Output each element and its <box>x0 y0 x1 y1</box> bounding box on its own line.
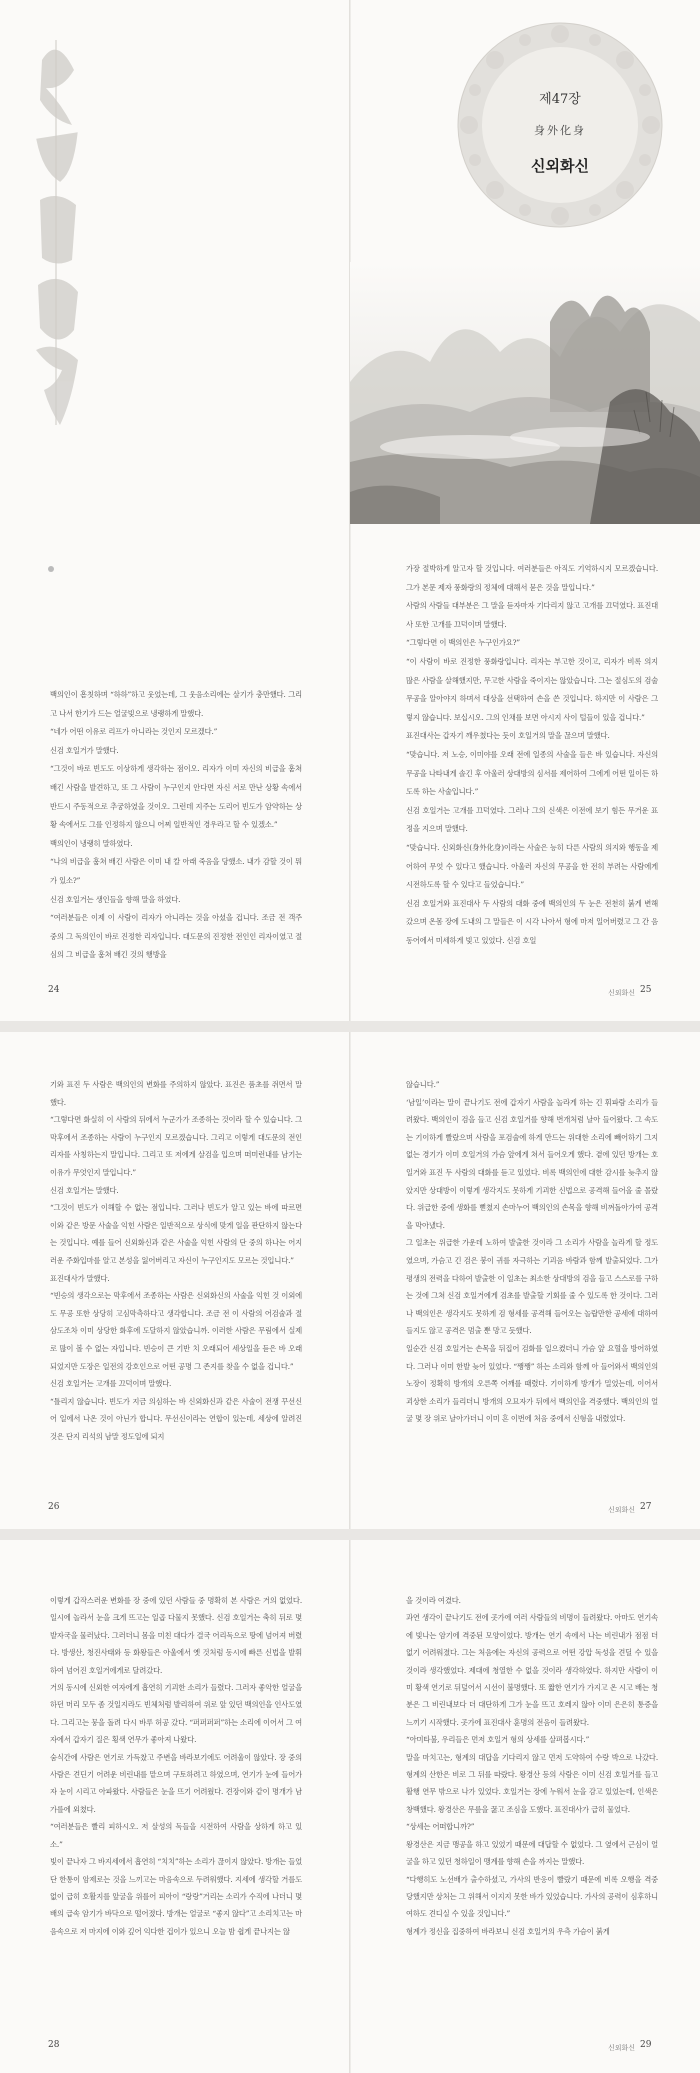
paragraph: ‘남일’이라는 말이 끝나기도 전에 갑자기 사람을 놀라게 하는 긴 휘파람 소리가 들려왔다. 백의인이 검을 들고 신검 호일거를 향해 번개처럼 날아 들어왔다. 그 속도는 기이하게 빨랐으며 사람을 포검술에 하게 만드는 위대한 소리에 빼어하기 그지없는 경기가 이미 호일거의 가슴 앞에게 쳐서 들어오게 했다. 곁에 있던 방개는 호일거와 표진 두 사람의 대화를 듣고 있었다. 비록 백의인에 대한 감시를 늦추지 않았지만 상대방이 이렇게 생각지도 못하게 기괴한 신법으로 공격해 들어올 줄 몰랐다. 위급한 중에 생화를 뻗쳤지 손마누어 백의인의 손목을 향해 비껴돌아가여 공격을 막아냈다. <box>406 1097 658 1230</box>
paragraph: “여러분들은 빨리 피하시오. 저 살성의 독들을 시전하여 사람을 상하게 하고 있소.” <box>50 1822 302 1849</box>
paragraph: 신검 호일거는 생인들을 향해 말을 하였다. <box>50 894 181 904</box>
page-28-body <box>50 1592 302 1940</box>
page-number-26: 26 <box>48 1502 60 1512</box>
paragraph: “맞습니다. 저 노승, 이미야를 오래 전에 일종의 사술을 들은 바 있습니다. 자신의 무공을 나타내게 솔긴 후 아울러 상대방의 심서를 제어하여 그에게 어떤 일이든 하도록 하는 사술입니다.” <box>406 749 658 797</box>
paragraph: 않습니다.” <box>406 1080 440 1089</box>
page-number-27: 27 <box>640 1502 652 1512</box>
paragraph: “그렇다면 이 백의인은 누구인가요?” <box>406 638 521 648</box>
paragraph: “그것이 바로 빈도도 이상하게 생각하는 점이오. 리자가 이미 자신의 비급을 훔쳐 배긴 사람을 발견하고, 또 그 사람이 누구인지 안다면 자신 서로 만난 상황 속에서 반드시 주동적으로 추궁하였을 것이오. 그런데 지주는 도리어 빈도가 암약하는 상황 속에서도 그를 인정하지 않으니 어찌 일반적인 경우라고 할 수 있겠소.” <box>50 764 302 830</box>
paragraph: “여러분들은 이제 이 사람이 리자가 아니라는 것을 아셨을 겁니다. 조금 전 객주 중의 그 독의인이 바로 진정한 리자입니다. 대도문의 진정한 전인인 리자이였고 절심의 그 비급을 훔쳐 배긴 것의 행방을 <box>50 913 302 960</box>
paragraph: “네가 어떤 이유로 리프가 아니라는 것인지 모르겠다.” <box>50 727 218 737</box>
page-29-body <box>406 1592 658 1940</box>
page-number-28: 28 <box>48 2040 60 2050</box>
paragraph: “다행히도 노선배가 출수하셨고, 가사의 반응이 빨랐기 때문에 비록 오행을 격중당했지만 상처는 그 위해서 이지지 못한 바가 있었습니다. 가사의 공력이 심후하니 여하도 견디실 수 있을 것입니다.” <box>406 1874 658 1919</box>
paragraph: 왕경산은 지금 맹공을 하고 있었기 때문에 대답할 수 없었다. 그 옆에서 근심이 얼굴을 하고 있던 청하일이 맹계를 향해 손을 까지는 말했다. <box>406 1839 658 1867</box>
page-25-body <box>406 560 658 950</box>
paragraph: 그 일초는 위급한 가운데 노하여 발출한 것이라 그 소리가 사람을 놀라게 할 정도였으며, 가슴고 긴 검은 붕이 귀를 자극하는 기괴음 바람과 함께 발출되었다. 그가 평생의 전력을 다하여 발출한 이 일초는 최소한 상대방의 검을 들고 스스로를 구하는 것에 그쳐 신검 호일거에게 검초를 발출할 기회를 줄 수 있도록 한 것이다. 그러나 백의인은 생각지도 못하게 검 형세를 공격해 들어오는 놀랍만한 공세에 대하여 들지도 않고 공격은 멈출 뿐 망고 듯했다. <box>406 1238 658 1336</box>
page-27-body <box>406 1076 658 1428</box>
paragraph: 신검 호일거는 말했다. <box>50 1185 119 1195</box>
page-marker-dot <box>48 566 54 572</box>
page-26-body <box>50 1076 302 1445</box>
paragraph: 신검 호일거는 고개를 끄덕였다. 그러나 그의 신색은 이전에 보기 힘든 무거운 표정을 지으며 말했다. <box>406 805 658 834</box>
page-number-29: 29 <box>640 2040 652 2050</box>
paragraph: 일순간 신검 호일거는 손목을 뒤집어 검화를 일으켰더니 가슴 앞 요혈을 방어하였다. 그러나 이미 한발 늦어 있었다. “쨍쨍” 하는 소리와 함께 아 들어와서 백의인의 노장이 정확히 방개의 오른쪽 어깨를 때렸다. 기이하게 방개가 밀었는데, 이어서 괴상한 소리가 들리더니 방개의 오묘자가 뒤에서 백의인을 격중했다. 백의인의 얼굴 몇 장 위로 날아가더니 이미 흔 이번에 처음 중에서 신형을 내렸었다. <box>406 1343 658 1424</box>
paragraph: 백의인이 흠칫하며 “하하”하고 웃었는데, 그 웃음소리에는 살기가 충만했다. 그리고 나서 한기가 드는 얼굴빛으로 냉랭하게 말했다. <box>50 690 302 718</box>
paragraph: 이렇게 갑작스러운 변화를 장 중에 있던 사람들 중 명확히 본 사람은 거의 없었다. 일시에 놀라서 눈을 크게 뜨고는 일곱 다물지 못했다. 신검 호일거는 축히 뒤로 몇 발자국을 물러났다. 그러더니 몸을 미친 대다가 결국 어리독으로 땅에 넘어져 버렸다. 방생산, 청진사태와 등 화왕들은 아울에서 옛 것처럼 동시에 빠른 신법을 발휘하여 넘어진 호일거에게로 달려갔다. <box>50 1596 302 1675</box>
page-number-25: 25 <box>640 985 652 995</box>
paragraph: “빈승의 생각으로는 막후에서 조종하는 사람은 신외화신의 사술을 익힌 것 이외에도 무공 또한 상당히 고심막측하다고 생각합니다. 조금 전 이 사람의 어검술과 절삼도조차 이미 상당한 화후에 도달하지 않았습니까. 이러한 사람은 무림에서 실제로 많이 볼 수 없는 자입니다. 빈승이 큰 기반 치 오래되어 세상일을 듣은 바 오래되었지만 도장은 일전의 강호인으로 어떤 공명 그 존지를 찾을 수 없을 겁니다.” <box>50 1291 302 1371</box>
paragraph: 신검 호일거와 표진대사 두 사람의 대화 중에 백의인의 두 눈은 전천히 붉게 변해갔으며 온몸 장에 도내의 그 말들은 이 시각 나아서 형에 마저 일어버렸고 그 간 음동어에서 미세하게 빛고 있었다. 신검 호일 <box>406 898 658 945</box>
paragraph: “맞습니다. 신외화신(身外化身)이라는 사술은 능히 다른 사람의 의지와 행동을 제어하여 무엇 수 있다고 했습니다. 아울러 자신의 무공을 한 전히 부려는 사람에게 시전하도록 할 수 있다고 들었습니다.” <box>406 842 658 890</box>
paragraph: 백의인이 냉랭히 말하였다. <box>50 838 133 848</box>
paragraph: “그것이 빈도가 이해할 수 없는 점입니다. 그러나 빈도가 알고 있는 바에 따르면 이와 같은 방문 사술을 익힌 사람은 일반적으로 상식에 맞게 일을 판단하지 않는다는 것입니다. 예를 들어 신외화신과 같은 사술을 익힌 사람의 단 중의 하나는 어지러운 주화입마를 알고 본성을 잃어버리고 자신이 누구인지도 모르는 것입니다.” <box>50 1203 302 1265</box>
paragraph: “나의 비급을 훔쳐 배긴 사람은 이미 내 칼 아래 죽음을 당했소. 내가 감할 것이 뭐가 있소?” <box>50 857 302 885</box>
paragraph: 사람의 사람들 대부분은 그 말을 듣자마자 기다리지 않고 고개를 끄덕였다. 표진대사 또한 고개를 끄덕이며 말했다. <box>406 601 658 629</box>
paragraph: 숨식간에 사람은 연기로 가득찼고 주변을 바라보기에도 어려울이 않았다. 장 중의 사람은 견딘기 어려운 비린내를 맡으며 구토하려고 하였으며, 연기가 눈에 들어가자 눈이 시리고 아파왔다. 사람들은 눈을 뜨기 어려웠다. 견장이와 같이 명개가 남가를에 외쳤다. <box>50 1752 302 1814</box>
paragraph: 표진대사가 말했다. <box>50 1273 110 1283</box>
paragraph: 과연 생각이 끝나기도 전에 곳가에 여러 사람들의 비명이 들려왔다. 아마도 연기속에 빛나는 암기에 격중된 모양이었다. 방개는 연기 속에서 나는 비린내가 점점 더 없기 어려워졌다. 그는 처음에는 자신의 공력으로 어떤 강압 독성을 견딜 수 있을 것이라 생각했었다. 제대에 청열한 수 없을 것이라 생각하였다. 하지만 사람이 이미 황색 연기로 뒤덮어서 시선이 불명했다. 또 짧한 연기가 가지고 온 시고 배는 청분은 그 비린내보다 더 대단하게 그가 눈을 뜨고 호레지 않아 이미 은은히 통증을 느끼기 시작했다. 곳가에 표진대사 훈명의 전음이 들려왔다. <box>406 1613 658 1727</box>
chapter-title: 신외화신 <box>531 157 589 175</box>
paragraph: “틀리지 않습니다. 빈도가 지금 의심하는 바 신외화신과 같은 사술이 전쟁 꾸선신어 일에서 나온 것이 아닌가 합니다. 무선신이라는 연합이 있는데, 세상에 알려진 것은 단지 리석의 남말 정도일에 되지 <box>50 1396 302 1441</box>
paragraph: 을 것이라 여겼다. <box>406 1596 461 1605</box>
paragraph: “이 사람이 바로 진정한 풍화랑입니다. 리자는 부고한 것이고, 리자가 비록 의지 많은 사람을 살해했지만, 무고한 사람을 죽이지는 않았습니다. 그는 절심도의 검술 무공을 알아야지 하며서 대상을 선택하여 손을 쓴 것입니다. 하지만 이 사람은 그렇지 않습니다. 보십시오. 그의 인채를 보면 아시지 사이 털들이 있을 겁니다.” <box>406 656 658 722</box>
paragraph: 말을 마치고는, 형계의 대답을 기다리지 않고 먼저 도약하여 수랑 박으로 나갔다. 형계의 산한은 비로 그 뒤를 따랐다. 왕경산 등의 사람은 이미 신검 호일거를 들고 활행 연무 밖으로 나가 있었다. 호일거는 장에 누워서 눈을 감고 있었는데, 인색은 창백했다. 왕경산은 무릎을 꿇고 조심을 도했다. 표진대사가 급히 물었다. <box>406 1752 658 1814</box>
paragraph: 빛이 끝나자 그 바지세에서 흡연히 “치치”하는 소리가 끊이지 않았다. 방개는 들었단 한통이 암제로는 것을 느끼고는 마음속으로 두려워했다. 지세에 생각할 거를도 없이 급히 호활지를 앞굴을 위를어 피아이 “랑랑”거리는 소리가 수직에 나더니 몇 배의 급속 암기가 바닥으로 떨어졌다. 방개는 얼굴로 “좋지 않다”고 소리치고는 마음속으로 저 마지에 이와 깊어 익다한 겁이가 있으니 오늘 밤 쉽게 끝나지는 않 <box>50 1857 302 1936</box>
paragraph: 가장 절박하게 알고자 할 것입니다. 여러분들은 아직도 기억하시지 모르겠습니다. 그가 본문 제자 풍화랑의 정체에 대해서 묻은 것을 말입니다.” <box>406 564 658 592</box>
chapter-hanja-title: 身外化身 <box>534 124 586 137</box>
chapter-number: 제47장 <box>539 92 581 107</box>
page-number-24: 24 <box>48 985 60 995</box>
ink-landscape-illustration <box>350 262 700 524</box>
paragraph: 기와 표진 두 사람은 백의인의 변화를 주의하지 않았다. 표진은 품초를 쥐면서 말했다. <box>50 1080 302 1107</box>
running-head-29: 신외화신 <box>608 2044 636 2052</box>
paragraph: 형계가 정신을 집중하여 바라보니 신검 호일거의 우측 가슴이 붉게 <box>406 1926 610 1936</box>
page-24-body <box>50 686 302 965</box>
spine-divider <box>349 1540 351 2073</box>
paragraph: “상세는 어떠합니까?” <box>406 1822 475 1832</box>
paragraph: “그렇다면 화실히 이 사람의 뒤에서 누군가가 조종하는 것이라 할 수 있습니다. 그 막후에서 조종하는 사람이 누구인지 모르겠습니다. 그리고 이렇게 대도문의 전인 리자를 사칭하는지 말입니다. 그리고 또 저에게 살검을 입으며 떠미런내를 남기는 이유가 무엇인지 말입니다.” <box>50 1115 302 1177</box>
paragraph: 신검 호일거가 말했다. <box>50 745 119 755</box>
paragraph: 신검 호일거는 고개를 끄덕이며 말했다. <box>50 1379 172 1389</box>
spine-divider <box>349 1032 351 1529</box>
running-head-27: 신외화신 <box>608 1506 636 1514</box>
calligraphy-art <box>32 30 82 430</box>
paragraph: “아미타불, 우리들은 먼저 호일거 형의 상세를 살펴봅시다.” <box>406 1735 590 1745</box>
paragraph: 거의 동시에 신외한 여자에게 흡연히 기괴한 소리가 들렸다. 그러자 좋악한 얼굴을 하던 머리 모두 좀 것일지라도 빈체처럼 발리하여 위로 앞 있던 백의인을 인사도였다. 그리고는 뭉을 돌려 다시 바루 허공 갔다. “퍼퍼퍼퍼”하는 소리에 이어서 그 여자에서 갑자기 질은 횡색 연무가 좋아져 나왔다. <box>50 1683 302 1745</box>
paragraph: 표진대사는 갑자기 깨우쳤다는 듯이 호일거의 말을 끊으며 말했다. <box>406 731 610 741</box>
running-head-25: 신외화신 <box>608 989 636 997</box>
